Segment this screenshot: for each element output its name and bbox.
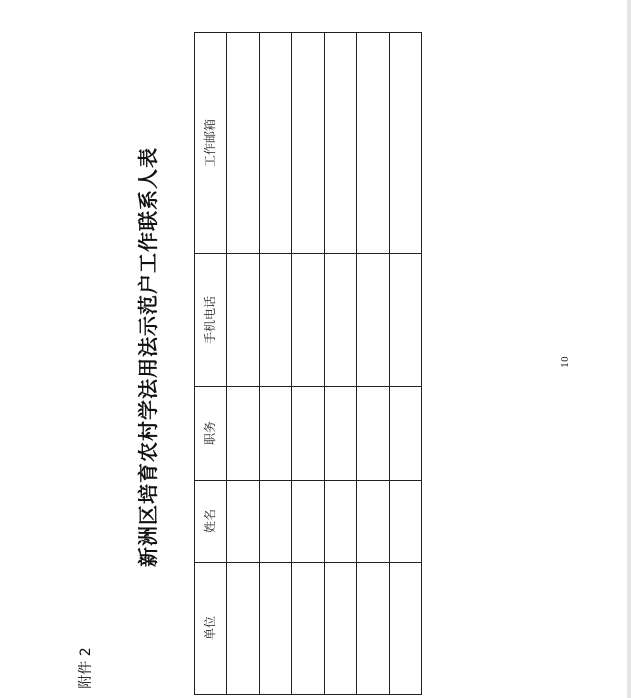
table-cell[interactable] (325, 387, 356, 480)
page-number: 10 (561, 356, 571, 368)
table-cell[interactable] (292, 563, 324, 694)
table-cell[interactable] (292, 481, 324, 562)
table-cell[interactable] (260, 33, 291, 253)
table-cell[interactable] (390, 563, 421, 694)
table-header-cell: 工作邮箱 (203, 118, 217, 167)
table-cell[interactable] (390, 387, 421, 480)
document-title: 新洲区培育农村学法用法示范户工作联系人表 (136, 147, 160, 567)
attachment-label: 附件 2 (78, 647, 94, 689)
table-cell[interactable] (260, 563, 291, 694)
table-header-cell: 姓名 (203, 509, 217, 534)
page-edge (627, 0, 631, 698)
table-cell[interactable] (227, 387, 259, 480)
table-header-cell: 职务 (203, 421, 217, 446)
table-vertical-rule (421, 32, 422, 695)
table-cell[interactable] (390, 33, 421, 253)
table-cell[interactable] (260, 481, 291, 562)
table-cell[interactable] (390, 481, 421, 562)
table-cell[interactable] (292, 254, 324, 386)
table-vertical-rule (194, 32, 195, 695)
table-cell[interactable] (357, 563, 389, 694)
contact-table (194, 32, 422, 695)
table-cell[interactable] (292, 33, 324, 253)
table-cell[interactable] (357, 481, 389, 562)
table-cell[interactable] (325, 481, 356, 562)
table-cell[interactable] (325, 254, 356, 386)
table-cell[interactable] (390, 254, 421, 386)
table-header-cell: 手机电话 (203, 295, 217, 344)
table-cell[interactable] (292, 387, 324, 480)
table-cell[interactable] (227, 481, 259, 562)
table-header-cell: 单位 (203, 616, 217, 641)
table-cell[interactable] (227, 254, 259, 386)
table-cell[interactable] (325, 33, 356, 253)
table-cell[interactable] (260, 254, 291, 386)
table-cell[interactable] (325, 563, 356, 694)
table-cell[interactable] (357, 387, 389, 480)
table-cell[interactable] (227, 563, 259, 694)
table-cell[interactable] (227, 33, 259, 253)
table-horizontal-rule (194, 694, 422, 695)
table-cell[interactable] (357, 254, 389, 386)
table-cell[interactable] (357, 33, 389, 253)
table-cell[interactable] (260, 387, 291, 480)
